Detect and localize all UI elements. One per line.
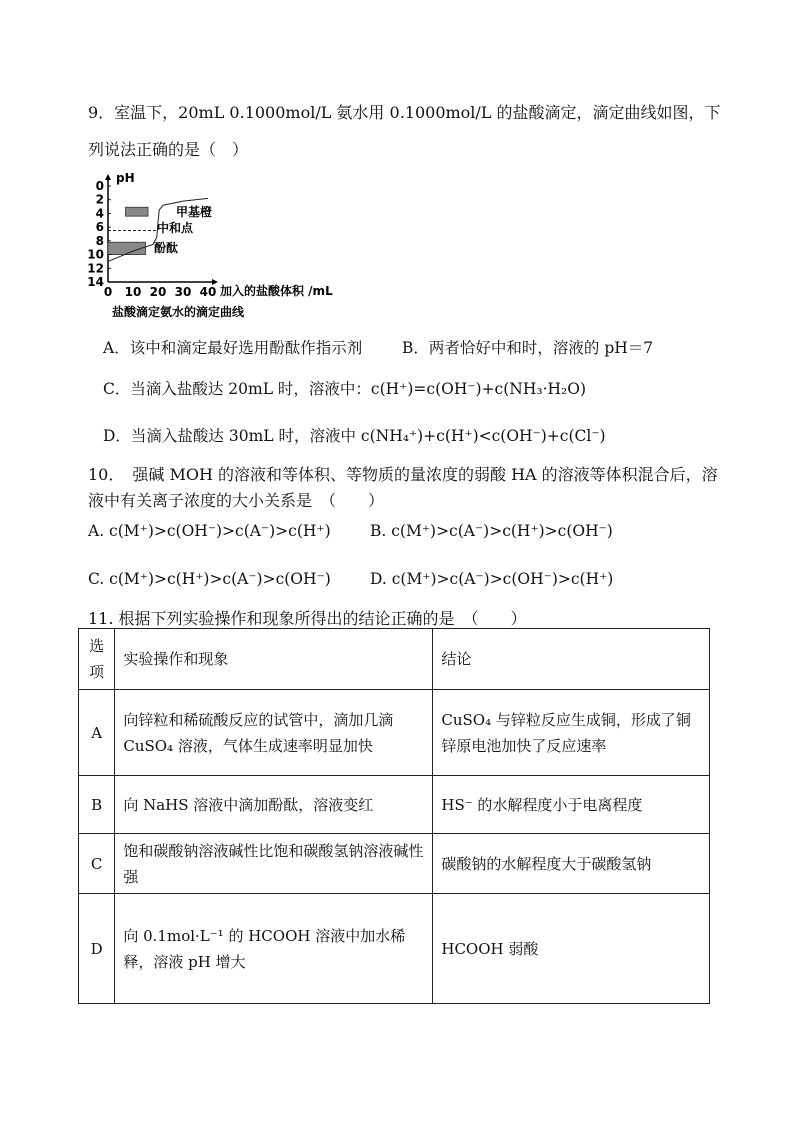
header-conclusion: 结论 [433,629,710,690]
row-conclusion: 碳酸钠的水解程度大于碳酸氢钠 [433,834,710,894]
chart-caption: 盐酸滴定氨水的滴定曲线 [112,305,245,319]
titration-curve-chart [80,168,380,328]
row-option: D [79,894,115,1004]
y-tick-label: 2 [95,192,104,207]
table-row [79,776,710,834]
question-10-line-2: 液中有关离子浓度的大小关系是 （ ） [88,491,385,510]
header-operation: 实验操作和现象 [115,629,433,690]
row-option: A [79,690,115,776]
q9-option-b: B．两者恰好中和时，溶液的 pH＝7 [402,339,654,357]
x-tick-label: 0 [103,285,113,299]
y-tick-label: 6 [95,220,104,235]
question-11-stem: 11. 根据下列实验操作和现象所得出的结论正确的是 （ ） [88,609,527,628]
x-tick-label: 30 [174,285,192,299]
y-tick-label: 0 [95,179,104,193]
y-axis-label: pH [116,171,135,185]
q9-option-c: C．当滴入盐酸达 20mL 时，溶液中：c(H⁺)=c(OH⁻)+c(NH₃·H₂O) [103,380,586,398]
q10-option-d: D. c(M⁺)>c(A⁻)>c(OH⁻)>c(H⁺) [370,570,614,588]
y-axis-arrow [105,174,111,180]
q11-table [78,628,710,1004]
row-conclusion: HCOOH 弱酸 [433,894,710,1004]
row-option: B [79,776,115,834]
methyl-orange-label: 甲基橙 [176,205,213,219]
row-conclusion: HS⁻ 的水解程度小于电离程度 [433,776,710,834]
row-conclusion: CuSO₄ 与锌粒反应生成铜，形成了铜锌原电池加快了反应速率 [433,690,710,776]
q10-option-c: C. c(M⁺)>c(H⁺)>c(A⁻)>c(OH⁻) [88,570,331,588]
x-tick-label: 20 [149,285,167,299]
row-operation: 饱和碳酸钠溶液碱性比饱和碳酸氢钠溶液碱性强 [115,834,433,894]
q10-option-b: B. c(M⁺)>c(A⁻)>c(H⁺)>c(OH⁻) [370,522,613,540]
table-row [79,894,710,1004]
row-option: C [79,834,115,894]
x-tick-label: 10 [124,285,142,299]
y-tick-label: 10 [87,247,104,262]
y-tick-label: 14 [87,275,104,289]
question-10-line-1: 10． 强碱 MOH 的溶液和等体积、等物质的量浓度的弱酸 HA 的溶液等体积混合后，溶 [88,465,718,484]
q10-option-a: A. c(M⁺)>c(OH⁻)>c(A⁻)>c(H⁺) [88,522,331,540]
row-operation: 向 0.1mol·L⁻¹ 的 HCOOH 溶液中加水稀释，溶液 pH 增大 [115,894,433,1004]
row-operation: 向 NaHS 溶液中滴加酚酞，溶液变红 [115,776,433,834]
x-tick-label: 40 [199,285,217,299]
row-operation: 向锌粒和稀硫酸反应的试管中，滴加几滴 CuSO₄ 溶液，气体生成速率明显加快 [115,690,433,776]
q9-option-d: D．当滴入盐酸达 30mL 时，溶液中 c(NH₄⁺)+c(H⁺)<c(OH⁻)+c(Cl⁻) [103,427,606,445]
y-tick-label: 12 [87,261,104,276]
x-axis-label: 加入的盐酸体积 /mL [220,284,333,298]
y-tick-label: 4 [95,206,104,221]
table-row [79,834,710,894]
methyl-orange-range [126,207,149,216]
phenolphthalein-label: 酚酞 [154,241,179,255]
equivalence-point-label: 中和点 [157,221,194,235]
question-9-line-2: 列说法正确的是（ ） [88,140,249,159]
question-9-line-1: 9．室温下，20mL 0.1000mol/L 氨水用 0.1000mol/L 的盐酸滴定，滴定曲线如图，下 [88,103,721,122]
table-header-row [79,629,710,690]
q9-option-a: A．该中和滴定最好选用酚酞作指示剂 [103,339,363,357]
header-option: 选项 [79,629,115,690]
table-row [79,690,710,776]
y-tick-label: 8 [95,233,104,248]
